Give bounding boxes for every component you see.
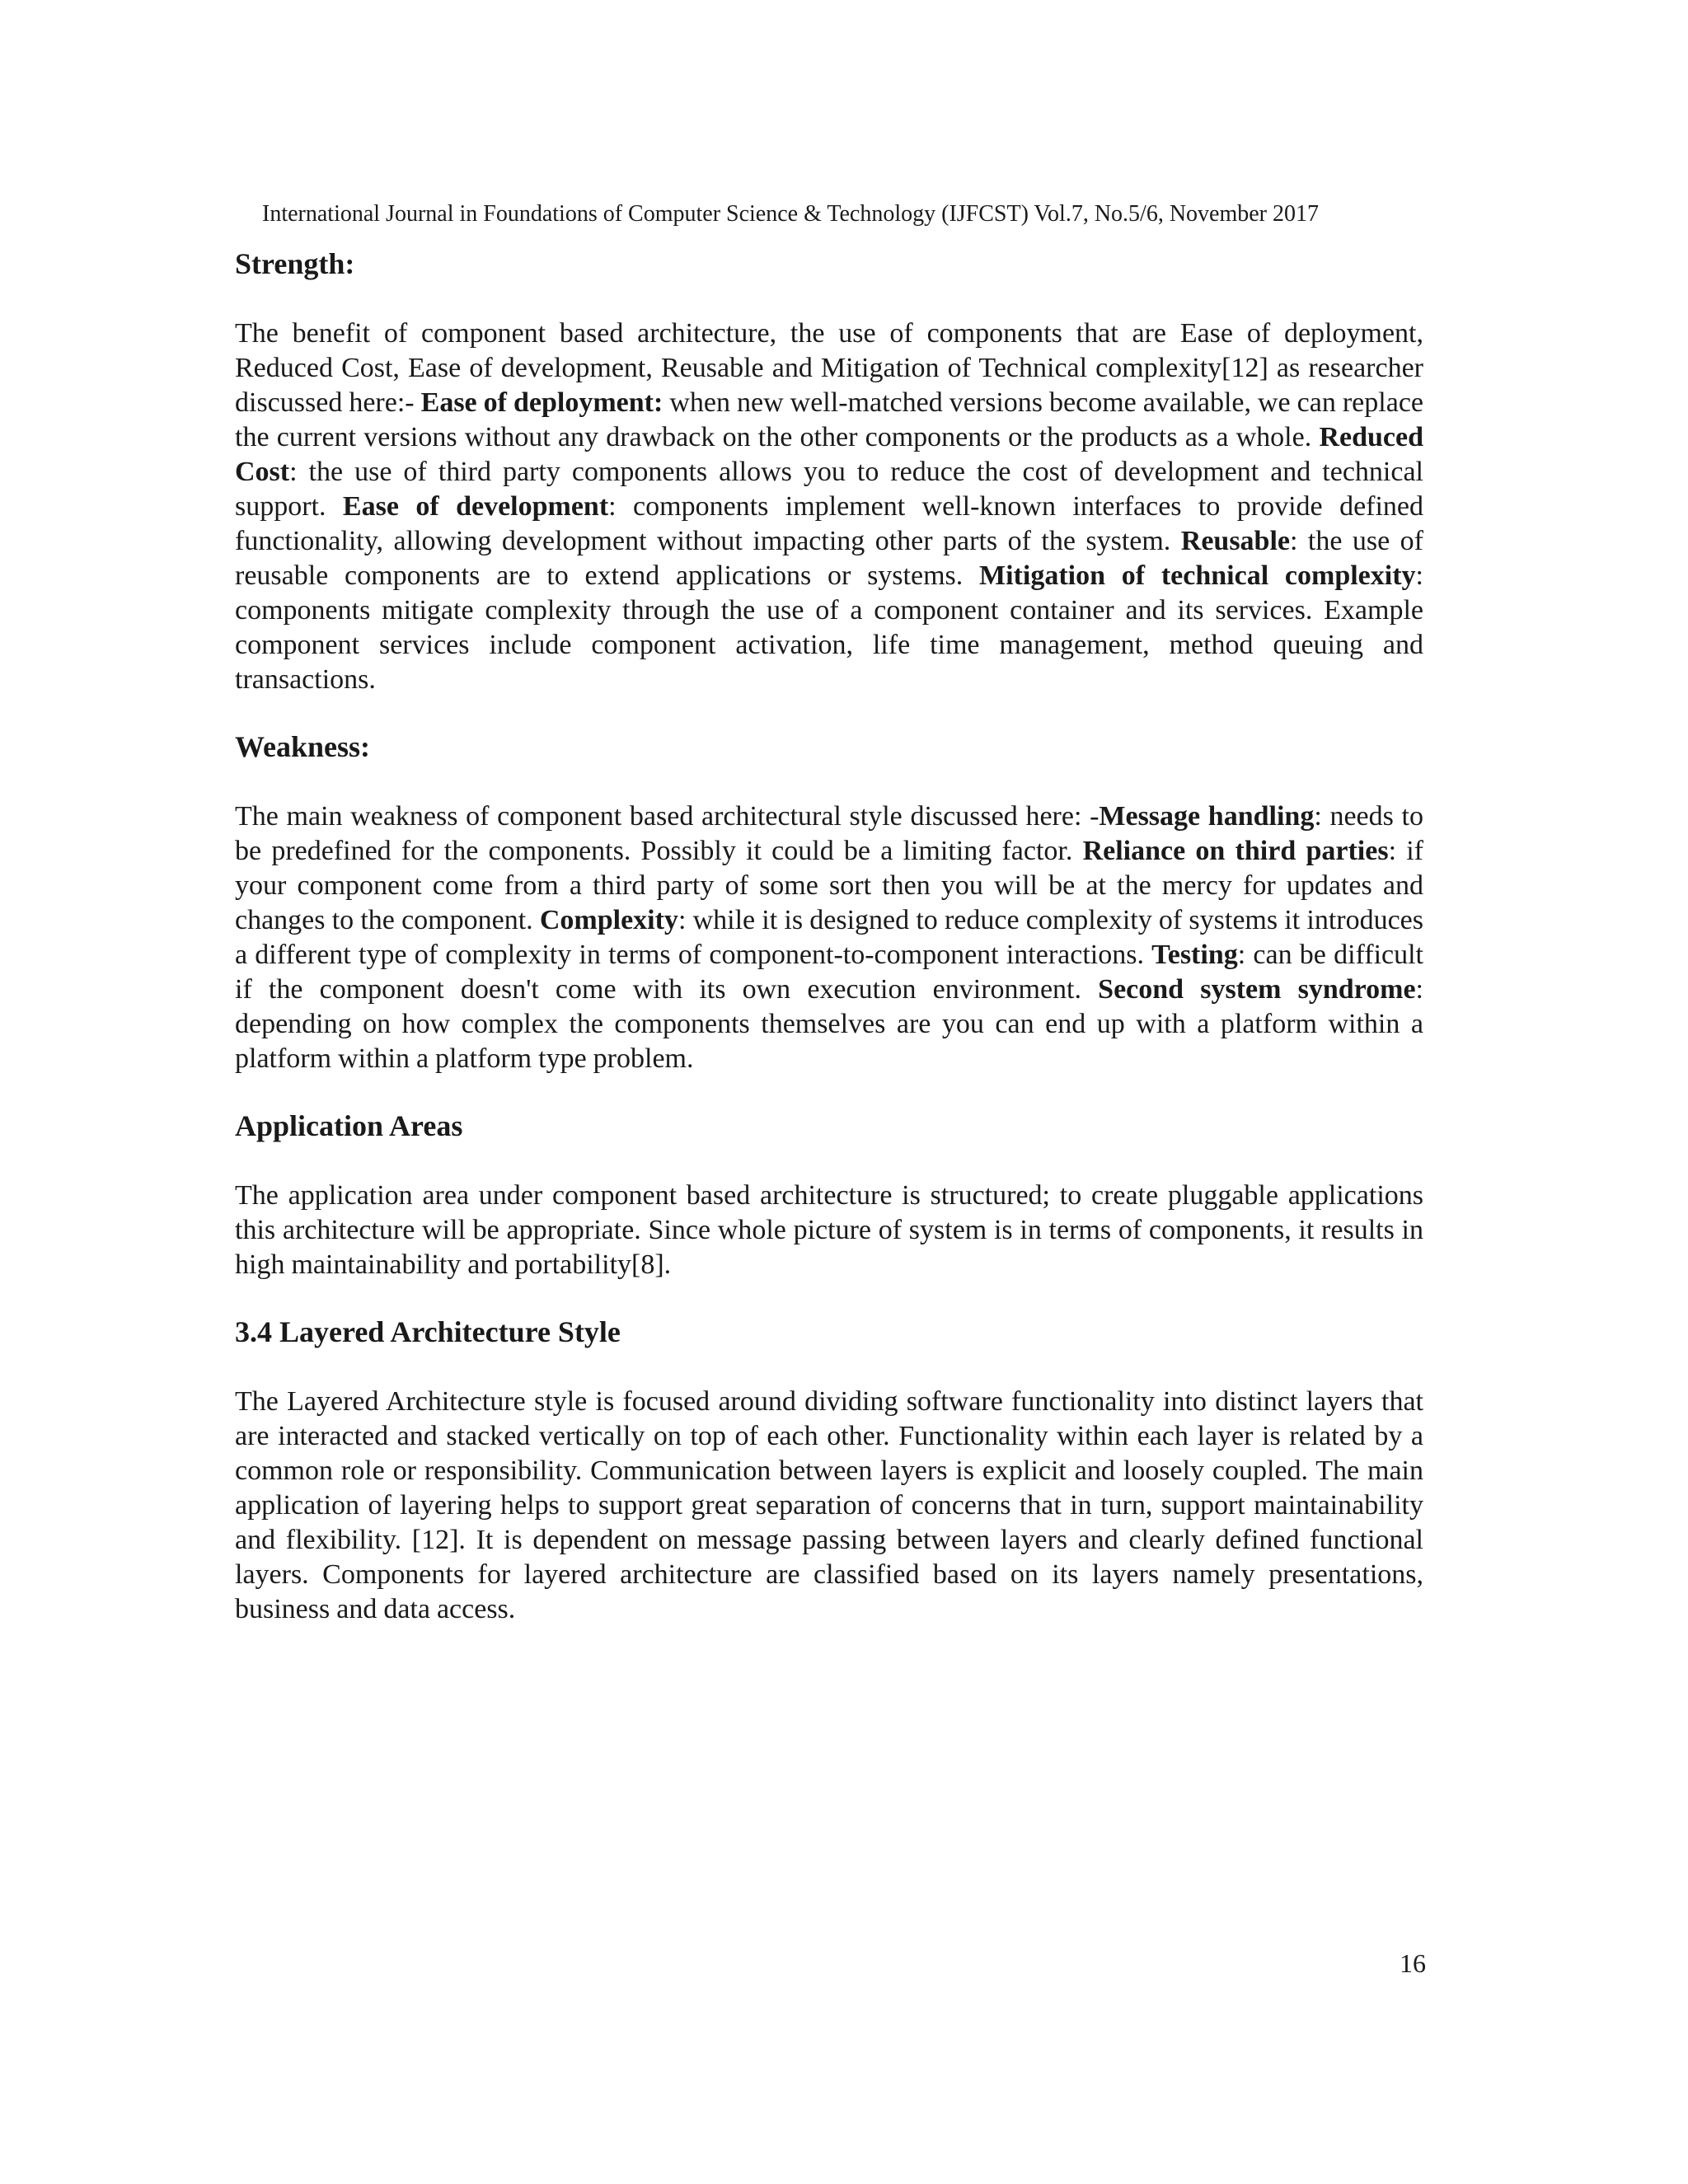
- strength-text-2: when new well-matched versions become available, we can replace the current versions without any drawback on the other components or the products as a whole.: [235, 387, 1423, 452]
- term-ease-of-deployment: Ease of deployment:: [420, 387, 663, 418]
- paragraph-application-areas: The application area under component based architecture is structured; to create pluggable applications this architecture will be appropriate. Since whole picture of system is in terms of components, it results in high maintainability and portability[8].: [235, 1180, 1423, 1280]
- weakness-text-2: : needs to be predefined for the components. Possibly it could be a limiting factor.: [235, 801, 1424, 866]
- paragraph-weakness: [235, 799, 1423, 1076]
- weakness-text-4: : while it is designed to reduce complexity of systems it introduces a different type of complexity in terms of component-to-component interactions.: [235, 905, 1423, 970]
- heading-strength: Strength:: [235, 247, 355, 280]
- weakness-text-6: : depending on how complex the components themselves are you can end up with a platform within a platform within a platform type problem.: [235, 974, 1423, 1074]
- term-reduced-cost: Reduced Cost: [235, 422, 1423, 487]
- term-ease-of-development: Ease of development: [342, 491, 609, 522]
- paragraph-strength: [235, 316, 1423, 697]
- heading-weakness: Weakness:: [235, 730, 371, 763]
- term-reusable: Reusable: [1180, 526, 1290, 556]
- term-message-handling: Message handling: [1099, 801, 1315, 832]
- heading-application-areas: Application Areas: [235, 1109, 463, 1142]
- page-number: 16: [1400, 1948, 1426, 1978]
- paragraph-layered-architecture: The Layered Architecture style is focused around dividing software functionality into distinct layers that are interacted and stacked vertically on top of each other. Functionality within each layer is related by a common role or responsibility. Communication between layers is explicit and loosely coupled. The main application of layering helps to support great separation of concerns that in turn, support maintainability and flexibility. [12]. It is dependent on message passing between layers and clearly defined functional layers. Components for layered architecture are classified based on its layers namely presentations, business and data access.: [235, 1386, 1423, 1624]
- page-content: [235, 244, 1423, 1627]
- running-header: International Journal in Foundations of Computer Science & Technology (IJFCST) Vol.7, No.5/6, November 2017: [262, 201, 1319, 227]
- term-mitigation: Mitigation of technical complexity: [979, 560, 1416, 591]
- term-reliance-third-parties: Reliance on third parties: [1082, 836, 1389, 866]
- weakness-text-5: : can be difficult if the component doesn't come with its own execution environment.: [235, 940, 1424, 1005]
- term-complexity: Complexity: [539, 905, 678, 935]
- term-testing: Testing: [1151, 940, 1238, 970]
- heading-layered-architecture: 3.4 Layered Architecture Style: [235, 1315, 621, 1348]
- weakness-text-3: : if your component come from a third party of some sort then you will be at the mercy for updates and changes to the component.: [235, 836, 1423, 935]
- term-second-system-syndrome: Second system syndrome: [1098, 974, 1416, 1005]
- strength-text-1: The benefit of component based architecture, the use of components that are Ease of deployment, Reduced Cost, Ease of development, Reusable and Mitigation of Technical complexity[12] as researcher discussed here:-: [235, 318, 1423, 418]
- weakness-text-1: The main weakness of component based architectural style discussed here: -: [235, 801, 1100, 832]
- strength-text-4: : components implement well-known interfaces to provide defined functionality, allowing development without impacting other parts of the system.: [235, 491, 1424, 556]
- strength-text-3: : the use of third party components allows you to reduce the cost of development and technical support.: [235, 457, 1423, 522]
- strength-text-6: : components mitigate complexity through the use of a component container and its services. Example component services include component activation, life time management, method queuing and transactions.: [235, 560, 1423, 695]
- strength-text-5: : the use of reusable components are to extend applications or systems.: [235, 526, 1423, 591]
